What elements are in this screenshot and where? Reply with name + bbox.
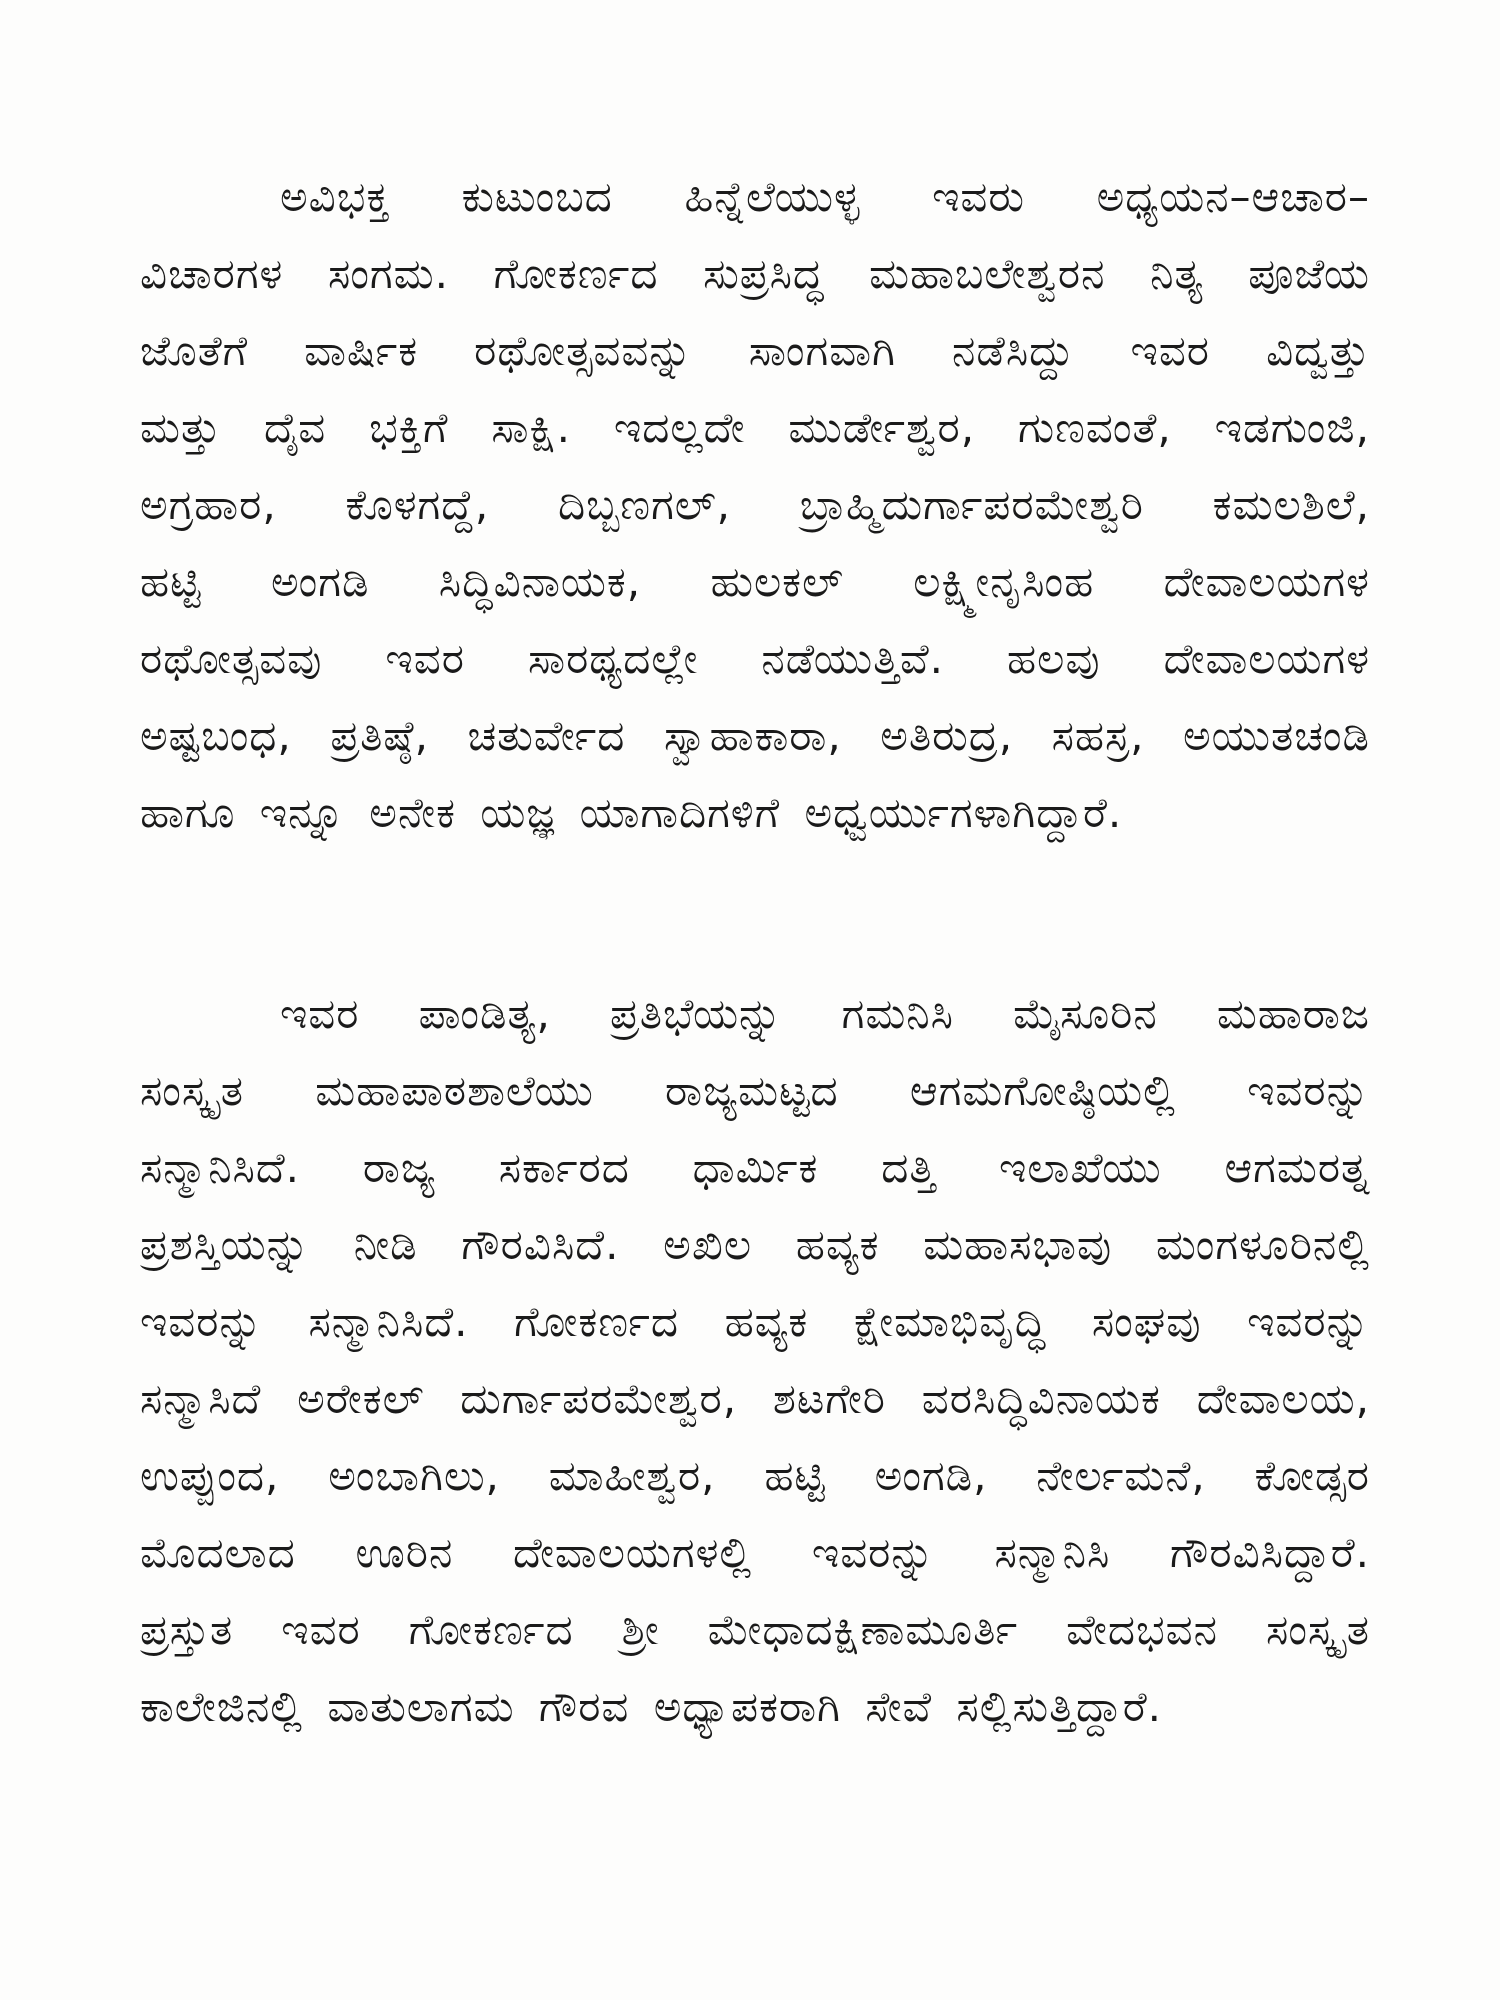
text-line: ಅಗ್ರಹಾರ, ಕೊಳಗದ್ದೆ, ದಿಬ್ಬಣಗಲ್, ಬ್ರಾಹ್ಮಿದುರ್ಗಾಪರಮೇಶ್ವರಿ ಕಮಲಶಿಲೆ, <box>140 480 1370 529</box>
text-line: ಅವಿಭಕ್ತ ಕುಟುಂಬದ ಹಿನ್ನೆಲೆಯುಳ್ಳ ಇವರು ಅಧ್ಯಯನ–ಆಚಾರ– <box>280 172 1370 221</box>
text-line: ಪ್ರಸ್ತುತ ಇವರ ಗೋಕರ್ಣದ ಶ್ರೀ ಮೇಧಾದಕ್ಷಿಣಾಮೂರ್ತಿ ವೇದಭವನ ಸಂಸ್ಕೃತ <box>140 1605 1370 1654</box>
text-line: ಸನ್ಮಾನಿಸಿದೆ. ರಾಜ್ಯ ಸರ್ಕಾರದ ಧಾರ್ಮಿಕ ದತ್ತಿ ಇಲಾಖೆಯು ಆಗಮರತ್ನ <box>140 1143 1370 1192</box>
text-line: ಅಷ್ಟಬಂಧ, ಪ್ರತಿಷ್ಠೆ, ಚತುರ್ವೇದ ಸ್ವಾಹಾಕಾರಾ, ಅತಿರುದ್ರ, ಸಹಸ್ರ, ಅಯುತಚಂಡಿ <box>140 711 1370 760</box>
text-line: ಮತ್ತು ದೈವ ಭಕ್ತಿಗೆ ಸಾಕ್ಷಿ. ಇದಲ್ಲದೇ ಮುರ್ಡೇಶ್ವರ, ಗುಣವಂತೆ, ಇಡಗುಂಜಿ, <box>140 403 1370 452</box>
text-line: ಕಾಲೇಜಿನಲ್ಲಿ ವಾತುಲಾಗಮ ಗೌರವ ಅಧ್ಯಾಪಕರಾಗಿ ಸೇವೆ ಸಲ್ಲಿಸುತ್ತಿದ್ದಾರೆ. <box>140 1682 1163 1731</box>
text-line: ಉಪ್ಪುಂದ, ಅಂಬಾಗಿಲು, ಮಾಹೀಶ್ವರ, ಹಟ್ಟಿ ಅಂಗಡಿ, ನೇರ್ಲಮನೆ, ಕೋಡ್ಸರ <box>140 1451 1370 1500</box>
text-line: ಜೊತೆಗೆ ವಾರ್ಷಿಕ ರಥೋತ್ಸವವನ್ನು ಸಾಂಗವಾಗಿ ನಡೆಸಿದ್ದು ಇವರ ವಿದ್ವತ್ತು <box>140 326 1370 375</box>
text-line: ಸನ್ಮಾಸಿದೆ ಅರೇಕಲ್ ದುರ್ಗಾಪರಮೇಶ್ವರ, ಶಟಗೇರಿ ವರಸಿದ್ಧಿವಿನಾಯಕ ದೇವಾಲಯ, <box>140 1374 1370 1423</box>
paragraph-1 <box>140 158 1370 851</box>
text-line: ಪ್ರಶಸ್ತಿಯನ್ನು ನೀಡಿ ಗೌರವಿಸಿದೆ. ಅಖಿಲ ಹವ್ಯಕ ಮಹಾಸಭಾವು ಮಂಗಳೂರಿನಲ್ಲಿ <box>140 1220 1370 1269</box>
text-line: ಇವರ ಪಾಂಡಿತ್ಯ, ಪ್ರತಿಭೆಯನ್ನು ಗಮನಿಸಿ ಮೈಸೂರಿನ ಮಹಾರಾಜ <box>280 989 1370 1038</box>
text-line: ಇವರನ್ನು ಸನ್ಮಾನಿಸಿದೆ. ಗೋಕರ್ಣದ ಹವ್ಯಕ ಕ್ಷೇಮಾಭಿವೃದ್ಧಿ ಸಂಘವು ಇವರನ್ನು <box>140 1297 1370 1346</box>
text-line: ವಿಚಾರಗಳ ಸಂಗಮ. ಗೋಕರ್ಣದ ಸುಪ್ರಸಿದ್ಧ ಮಹಾಬಲೇಶ್ವರನ ನಿತ್ಯ ಪೂಜೆಯ <box>140 249 1370 298</box>
text-line: ಸಂಸ್ಕೃತ ಮಹಾಪಾಠಶಾಲೆಯು ರಾಜ್ಯಮಟ್ಟದ ಆಗಮಗೋಷ್ಠಿಯಲ್ಲಿ ಇವರನ್ನು <box>140 1066 1370 1115</box>
text-line: ಹಟ್ಟಿ ಅಂಗಡಿ ಸಿದ್ಧಿವಿನಾಯಕ, ಹುಲಕಲ್ ಲಕ್ಷ್ಮೀನೃಸಿಂಹ ದೇವಾಲಯಗಳ <box>140 557 1370 606</box>
text-line: ಮೊದಲಾದ ಊರಿನ ದೇವಾಲಯಗಳಲ್ಲಿ ಇವರನ್ನು ಸನ್ಮಾನಿಸಿ ಗೌರವಿಸಿದ್ದಾರೆ. <box>140 1528 1370 1577</box>
text-line: ರಥೋತ್ಸವವು ಇವರ ಸಾರಥ್ಯದಲ್ಲೇ ನಡೆಯುತ್ತಿವೆ. ಹಲವು ದೇವಾಲಯಗಳ <box>140 634 1370 683</box>
paragraph-2 <box>140 975 1370 1745</box>
text-line: ಹಾಗೂ ಇನ್ನೂ ಅನೇಕ ಯಜ್ಞ ಯಾಗಾದಿಗಳಿಗೆ ಅಧ್ವರ್ಯುಗಳಾಗಿದ್ದಾರೆ. <box>140 788 1123 837</box>
